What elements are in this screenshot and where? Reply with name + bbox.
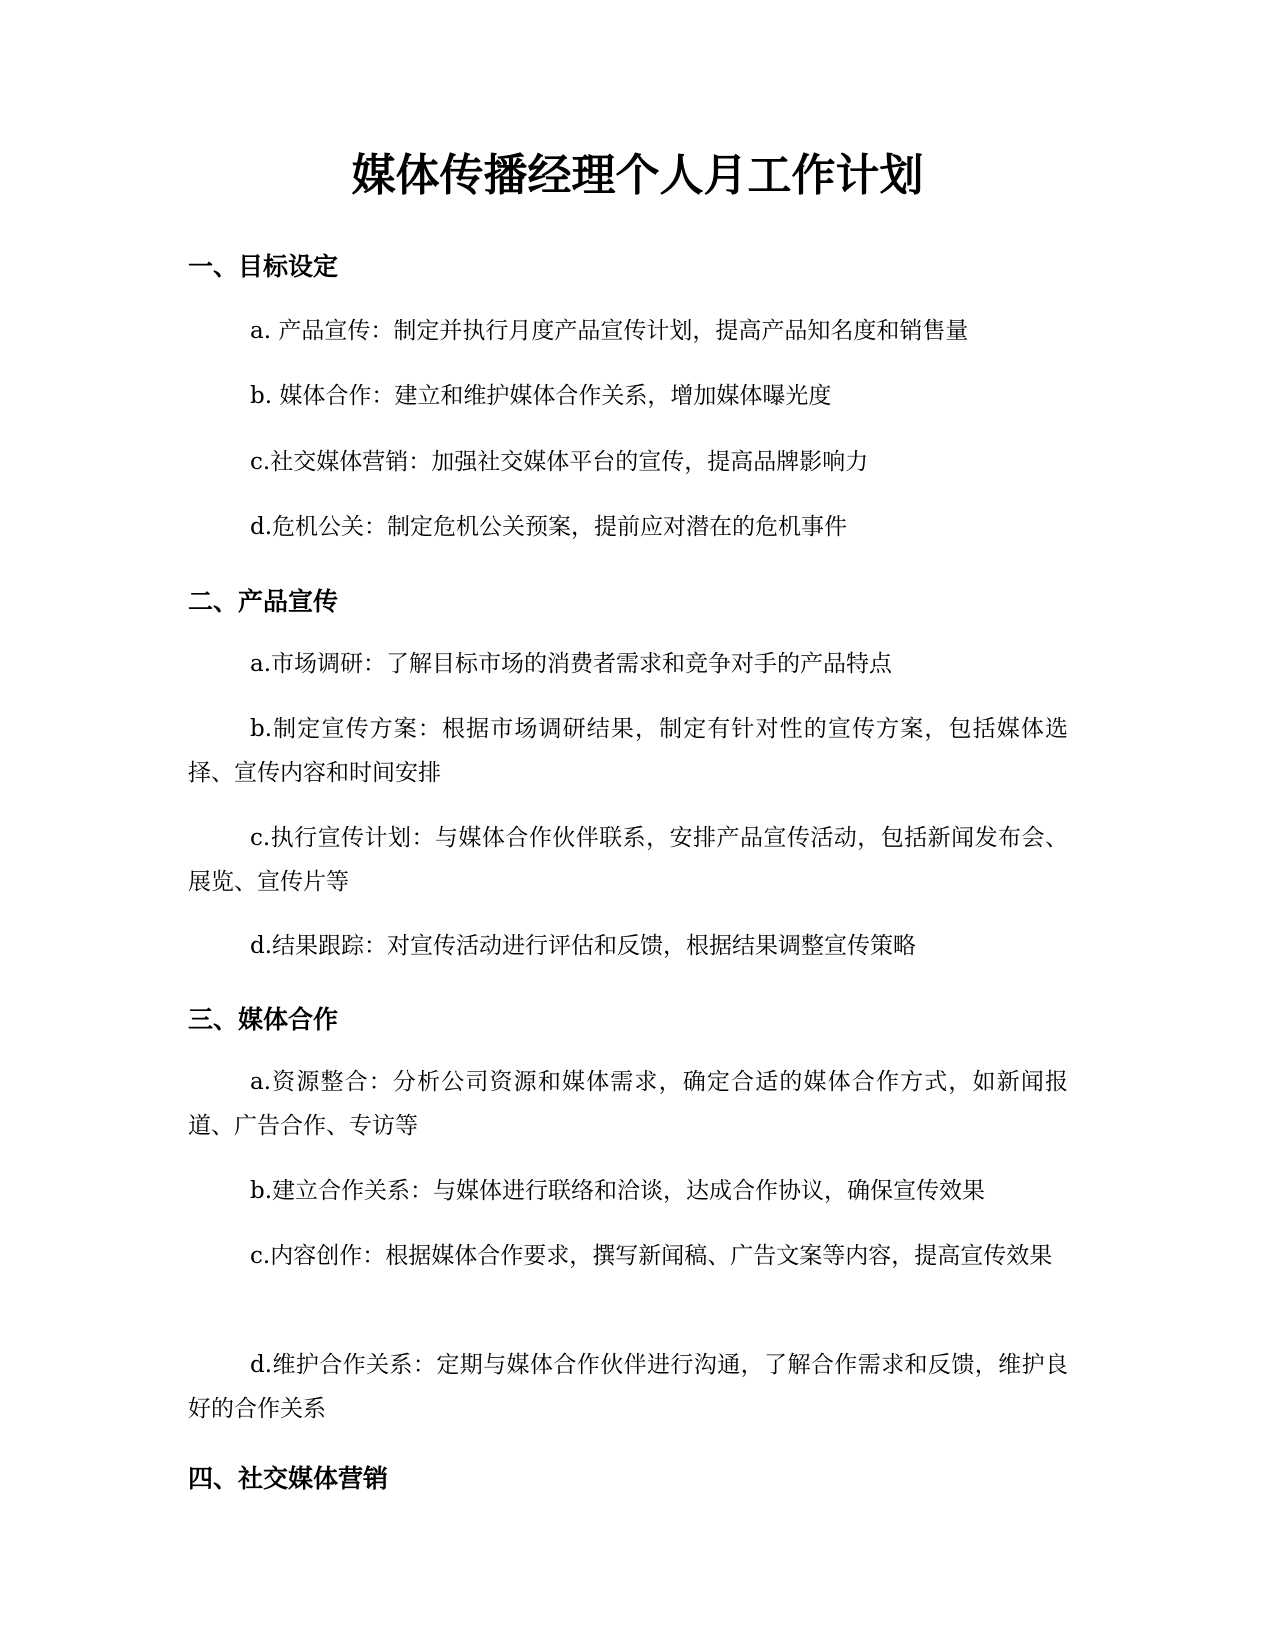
- list-item: b.建立合作关系：与媒体进行联络和洽谈，达成合作协议，确保宣传效果: [250, 1178, 986, 1204]
- list-item: c.社交媒体营销：加强社交媒体平台的宣传，提高品牌影响力: [250, 449, 869, 475]
- list-item: b.制定宣传方案：根据市场调研结果，制定有针对性的宣传方案，包括媒体选择、宣传内容和时间安排: [188, 716, 1068, 786]
- list-item: d.结果跟踪：对宣传活动进行评估和反馈，根据结果调整宣传策略: [250, 933, 917, 959]
- list-item: d.维护合作关系：定期与媒体合作伙伴进行沟通，了解合作需求和反馈，维护良好的合作关系: [188, 1352, 1068, 1422]
- list-item: a.资源整合：分析公司资源和媒体需求，确定合适的媒体合作方式，如新闻报道、广告合作、专访等: [188, 1069, 1068, 1139]
- list-item: a.市场调研：了解目标市场的消费者需求和竞争对手的产品特点: [250, 651, 893, 677]
- document-title: 媒体传播经理个人月工作计划: [351, 150, 924, 201]
- list-item: b. 媒体合作：建立和维护媒体合作关系，增加媒体曝光度: [250, 383, 832, 409]
- section-heading-goals: 一、目标设定: [188, 252, 339, 281]
- section-heading-media-cooperation: 三、媒体合作: [188, 1005, 339, 1034]
- section-heading-product-promotion: 二、产品宣传: [188, 587, 339, 616]
- list-item: c.执行宣传计划：与媒体合作伙伴联系，安排产品宣传活动，包括新闻发布会、展览、宣传片等: [188, 825, 1068, 895]
- list-item: a. 产品宣传：制定并执行月度产品宣传计划，提高产品知名度和销售量: [250, 318, 969, 344]
- section-heading-social-media-marketing: 四、社交媒体营销: [188, 1464, 389, 1493]
- list-item: c.内容创作：根据媒体合作要求，撰写新闻稿、广告文案等内容，提高宣传效果: [250, 1243, 1053, 1269]
- list-item: d.危机公关：制定危机公关预案，提前应对潜在的危机事件: [250, 514, 848, 540]
